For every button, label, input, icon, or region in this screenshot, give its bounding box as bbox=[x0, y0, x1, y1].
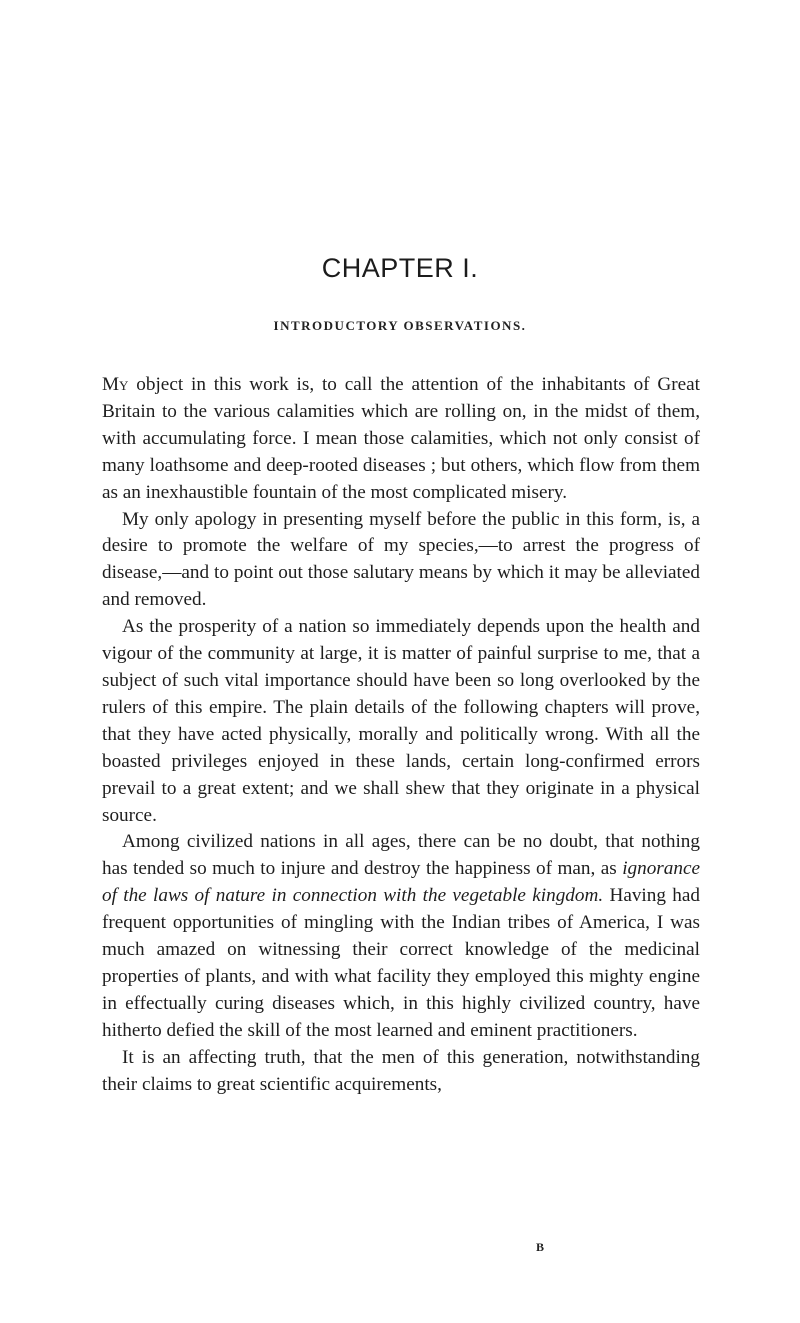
paragraph-4-text-before: Among civilized nations in all ages, there can be no doubt, that nothing has tended so much to injure and destroy the happiness of man, as bbox=[102, 831, 700, 880]
paragraph-4 bbox=[102, 829, 700, 1044]
paragraph-1 bbox=[102, 372, 700, 507]
paragraph-1-text: object in this work is, to call the attention of the inhabitants of Great Britain to the various calamities which are rolling on, in the midst of them, with accumulating force. I mean those calamities, which not only consist of many loathsome and deep-rooted diseases ; but others, which flow from them as an inexhaustible fountain of the most complicated misery. bbox=[102, 374, 700, 503]
paragraph-2: My only apology in presenting myself before the public in this form, is, a desire to promote the welfare of my species,—to arrest the progress of disease,—and to point out those salutary means by which it may be alleviated and removed. bbox=[102, 508, 700, 611]
paragraph-lead-word: My bbox=[102, 374, 129, 395]
section-heading: INTRODUCTORY OBSERVATIONS. bbox=[273, 318, 527, 333]
body-text bbox=[102, 372, 700, 1098]
paragraph-3: As the prosperity of a nation so immediately depends upon the health and vigour of the community at large, it is matter of painful surprise to me, that a subject of such vital importance should have been so long overlooked by the rulers of this empire. The plain details of the following chapters will prove, that they have acted physically, morally and politically wrong. With all the boasted privileges enjoyed in these lands, certain long-confirmed errors prevail to a great extent; and we shall shew that they originate in a physical source. bbox=[102, 616, 700, 826]
signature-mark: B bbox=[536, 1240, 545, 1254]
paragraph-5: It is an affecting truth, that the men of this generation, notwithstanding their claims to great scientific acquirements, bbox=[102, 1046, 700, 1095]
chapter-title: CHAPTER I. bbox=[321, 253, 479, 283]
paragraph-4-emphasis: ignorance of the laws of nature in connection with the vegetable kingdom. bbox=[102, 858, 700, 907]
paragraph-4-text-after: Having had frequent opportunities of mingling with the Indian tribes of America, I was much amazed on witnessing their correct knowledge of the medicinal properties of plants, and with what facility they employed this mighty engine in effectually curing diseases which, in this highly civilized country, have hitherto defied the skill of the most learned and eminent practitioners. bbox=[102, 885, 700, 1041]
